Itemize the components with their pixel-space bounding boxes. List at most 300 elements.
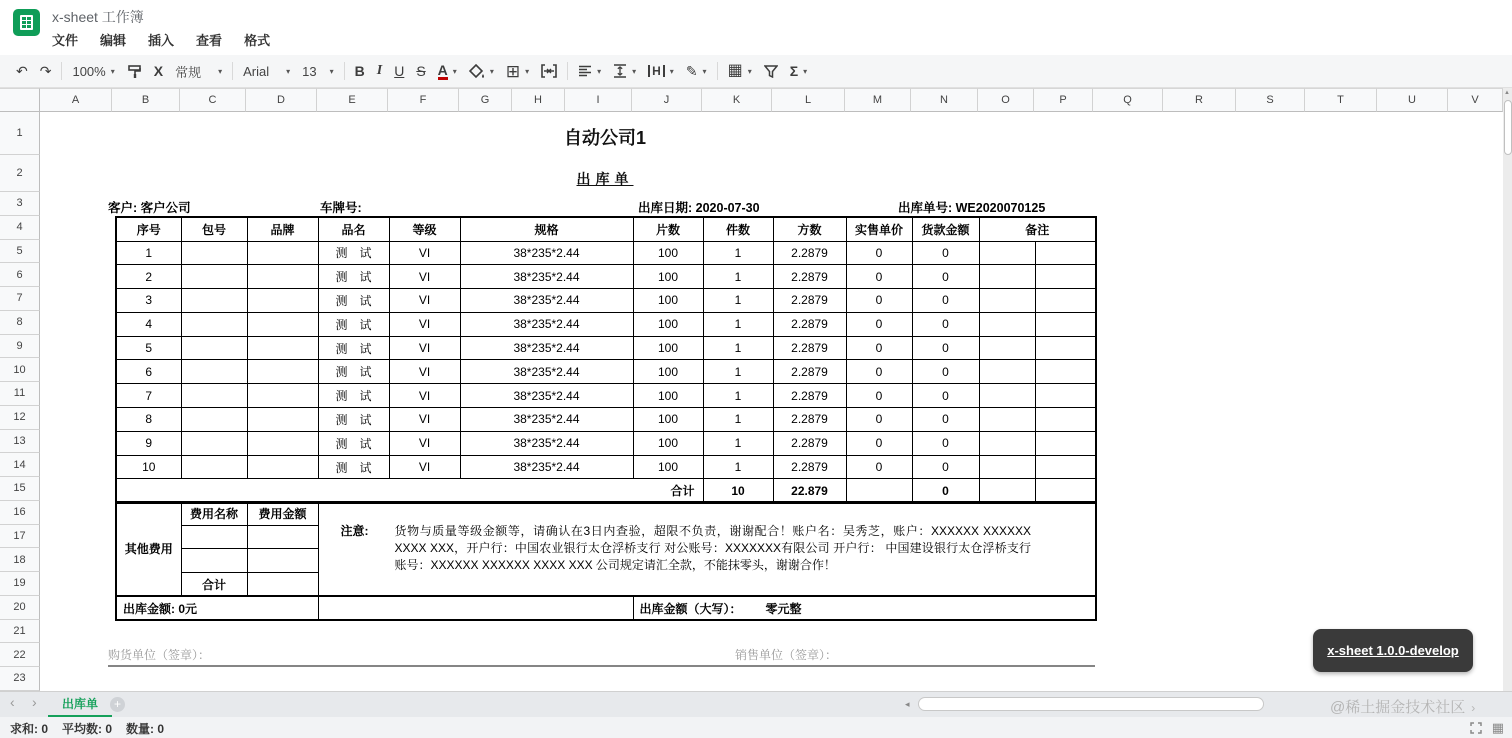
table-cell[interactable]: 5 <box>116 336 181 360</box>
table-cell[interactable]: 2.2879 <box>773 408 846 432</box>
table-cell[interactable]: 0 <box>912 408 979 432</box>
column-header-M[interactable]: M <box>845 88 911 112</box>
table-cell[interactable] <box>979 289 1035 313</box>
font-size-select[interactable]: 13 ▾ <box>302 63 334 79</box>
table-cell[interactable]: 0 <box>912 384 979 408</box>
table-cell[interactable]: 100 <box>633 384 703 408</box>
row-header-20[interactable]: 20 <box>0 596 40 620</box>
row-header-23[interactable]: 23 <box>0 667 40 691</box>
table-cell[interactable]: 测 试 <box>318 289 389 313</box>
table-cell[interactable] <box>247 336 318 360</box>
notice-text: 货物与质量等级金额等，请确认在3日内查验，超限不负责，谢谢配合！账户名：吴秀芝，账户：XXXXXX XXXXXX XXXX XXX，开户行：中国农业银行太仓浮桥支行 对公账号：XXXXXXX有限公司 开户行： 中国建设银行太仓浮桥支行 账号：XXXXXX XXXXXX XXXX XXX 公司规定请汇全款，不能抹零头，谢谢合作！ <box>394 524 1032 573</box>
table-cell[interactable]: 测 试 <box>318 455 389 479</box>
undo-icon: ↶ <box>16 63 28 79</box>
table-cell[interactable] <box>1035 289 1096 313</box>
column-header-B[interactable]: B <box>112 88 180 112</box>
table-cell[interactable]: 100 <box>633 289 703 313</box>
table-cell[interactable]: 38*235*2.44 <box>460 431 633 455</box>
table-cell[interactable] <box>181 312 247 336</box>
row-header-2[interactable]: 2 <box>0 155 40 192</box>
row-header-13[interactable]: 13 <box>0 430 40 454</box>
clear-format-icon: X <box>153 63 164 79</box>
other-fees-label-cell[interactable]: 其他费用 <box>116 502 181 597</box>
table-cell[interactable] <box>247 265 318 289</box>
count-stat: 数量: 0 <box>126 722 165 736</box>
total-count-cell[interactable]: 10 <box>703 479 773 503</box>
table-cell[interactable]: 10 <box>116 455 181 479</box>
table-cell[interactable]: 8 <box>116 408 181 432</box>
app-header <box>0 0 1512 55</box>
table-cell[interactable]: 0 <box>846 408 912 432</box>
table-cell[interactable] <box>1035 265 1096 289</box>
table-cell[interactable]: 测 试 <box>318 312 389 336</box>
row-header-17[interactable]: 17 <box>0 525 40 549</box>
vertical-scrollbar[interactable] <box>1503 88 1512 691</box>
table-cell[interactable]: 38*235*2.44 <box>460 408 633 432</box>
borders-button[interactable] <box>500 60 535 83</box>
row-header-21[interactable]: 21 <box>0 620 40 644</box>
scroll-left-icon[interactable]: ◂ <box>905 699 910 709</box>
merge-cells-button[interactable] <box>535 61 563 81</box>
sum-stat: 求和: 0 <box>10 722 49 736</box>
table-cell[interactable]: 1 <box>703 241 773 265</box>
redo-button[interactable] <box>34 61 58 81</box>
align-vertical-button[interactable] <box>607 61 642 81</box>
chevron-down-icon: ▾ <box>702 66 707 76</box>
chevron-down-icon: ▾ <box>597 66 602 76</box>
table-cell[interactable]: 38*235*2.44 <box>460 455 633 479</box>
table-cell[interactable] <box>1035 408 1096 432</box>
table-row <box>116 265 1096 289</box>
amount-row <box>116 596 1096 620</box>
vertical-scrollbar-thumb[interactable] <box>1504 100 1512 155</box>
row-header-4[interactable]: 4 <box>0 216 40 240</box>
row-header-6[interactable]: 6 <box>0 263 40 287</box>
table-column-header[interactable]: 备注 <box>979 217 1096 241</box>
column-header-Q[interactable]: Q <box>1093 88 1163 112</box>
table-cell[interactable]: 100 <box>633 241 703 265</box>
table-cell[interactable]: 0 <box>846 431 912 455</box>
row-header-14[interactable]: 14 <box>0 453 40 477</box>
table-column-header[interactable]: 品牌 <box>247 217 318 241</box>
table-cell[interactable]: 0 <box>846 312 912 336</box>
row-header-8[interactable]: 8 <box>0 311 40 335</box>
table-cell[interactable] <box>979 479 1035 503</box>
grid-toggle-icon[interactable]: ▦ <box>1491 720 1504 735</box>
table-cell[interactable]: VI <box>389 384 460 408</box>
table-cell[interactable] <box>1035 431 1096 455</box>
row-header-16[interactable]: 16 <box>0 501 40 525</box>
strikethrough-icon: S <box>416 63 426 79</box>
column-header-J[interactable]: J <box>632 88 702 112</box>
table-row <box>116 289 1096 313</box>
table-column-header[interactable]: 实售单价 <box>846 217 912 241</box>
table-cell[interactable]: 6 <box>116 360 181 384</box>
table-cell[interactable] <box>181 455 247 479</box>
table-cell[interactable]: 100 <box>633 408 703 432</box>
row-header-18[interactable]: 18 <box>0 548 40 572</box>
table-cell[interactable]: 9 <box>116 431 181 455</box>
table-cell[interactable] <box>979 455 1035 479</box>
table-cell[interactable] <box>318 596 633 620</box>
table-cell[interactable] <box>979 241 1035 265</box>
table-cell[interactable]: 2.2879 <box>773 312 846 336</box>
table-cell[interactable]: VI <box>389 312 460 336</box>
table-cell[interactable]: 0 <box>846 241 912 265</box>
app-logo-icon <box>13 9 40 36</box>
table-cell[interactable] <box>181 431 247 455</box>
fill-color-button[interactable] <box>463 61 500 82</box>
row-header-12[interactable]: 12 <box>0 406 40 430</box>
table-cell[interactable]: 1 <box>703 431 773 455</box>
menu-insert[interactable]: 插入 <box>148 33 175 48</box>
total-price-cell[interactable] <box>846 479 912 503</box>
toolbar-divider <box>232 62 233 80</box>
table-cell[interactable] <box>181 525 247 549</box>
menubar <box>52 30 270 49</box>
chevron-down-icon: ▾ <box>110 66 115 76</box>
row-header-22[interactable]: 22 <box>0 643 40 667</box>
number-format-select[interactable]: 常规 ▾ <box>175 64 223 80</box>
borders-icon: ⊞ <box>505 61 521 81</box>
table-cell[interactable] <box>1035 455 1096 479</box>
table-cell[interactable]: 1 <box>703 408 773 432</box>
row-header-11[interactable]: 11 <box>0 382 40 406</box>
column-header-L[interactable]: L <box>772 88 845 112</box>
table-cell[interactable]: 测 试 <box>318 241 389 265</box>
column-header-P[interactable]: P <box>1034 88 1093 112</box>
font-family-select[interactable]: Arial ▾ <box>243 63 291 79</box>
strikethrough-button[interactable] <box>410 61 431 81</box>
workbook-title[interactable]: x-sheet 工作簿 <box>52 9 144 25</box>
next-sheet-button[interactable]: › <box>32 694 37 710</box>
doc-title-cell[interactable]: 出库单 <box>576 171 634 187</box>
horizontal-scrollbar[interactable] <box>918 697 1264 711</box>
sheet-canvas[interactable] <box>40 112 1503 691</box>
table-cell[interactable] <box>181 384 247 408</box>
table-cell[interactable]: 38*235*2.44 <box>460 336 633 360</box>
notice-cell[interactable] <box>318 502 1096 597</box>
row-header-7[interactable]: 7 <box>0 287 40 311</box>
chevron-down-icon: ▾ <box>669 66 674 76</box>
table-cell[interactable]: 0 <box>912 312 979 336</box>
table-cell[interactable]: VI <box>389 431 460 455</box>
table-cell[interactable]: 0 <box>846 384 912 408</box>
underline-icon: U <box>394 63 405 79</box>
column-header-E[interactable]: E <box>317 88 388 112</box>
table-cell[interactable]: 1 <box>703 289 773 313</box>
table-row <box>116 360 1096 384</box>
table-cell[interactable]: 4 <box>116 312 181 336</box>
table-cell[interactable]: VI <box>389 360 460 384</box>
table-cell[interactable] <box>247 289 318 313</box>
table-cell[interactable]: 38*235*2.44 <box>460 289 633 313</box>
table-column-header[interactable]: 规格 <box>460 217 633 241</box>
table-cell[interactable]: 1 <box>116 241 181 265</box>
table-cell[interactable] <box>181 336 247 360</box>
row-headers <box>0 112 40 691</box>
menu-view[interactable]: 查看 <box>196 33 223 48</box>
table-cell[interactable]: 1 <box>703 455 773 479</box>
table-cell[interactable]: 2 <box>116 265 181 289</box>
column-header-N[interactable]: N <box>911 88 978 112</box>
table-cell[interactable] <box>247 384 318 408</box>
column-header-D[interactable]: D <box>246 88 317 112</box>
align-left-icon <box>578 65 592 77</box>
fullscreen-icon[interactable] <box>1470 722 1482 734</box>
column-header-H[interactable]: H <box>512 88 565 112</box>
table-cell[interactable] <box>181 289 247 313</box>
table-cell[interactable] <box>979 384 1035 408</box>
table-cell[interactable] <box>247 408 318 432</box>
table-cell[interactable]: 2.2879 <box>773 455 846 479</box>
table-cell[interactable]: 100 <box>633 336 703 360</box>
version-button[interactable]: x-sheet 1.0.0-develop <box>1313 629 1473 672</box>
column-header-F[interactable]: F <box>388 88 459 112</box>
toolbar-divider <box>567 62 568 80</box>
text-color-icon: A <box>437 61 448 78</box>
table-cell[interactable]: 1 <box>703 265 773 289</box>
row-header-9[interactable]: 9 <box>0 335 40 359</box>
table-cell[interactable]: 0 <box>912 455 979 479</box>
sheet-tab-active[interactable]: 出库单 <box>48 692 112 717</box>
table-cell[interactable]: 1 <box>703 312 773 336</box>
menu-edit[interactable]: 编辑 <box>100 33 127 48</box>
table-cell[interactable] <box>247 241 318 265</box>
table-cell[interactable]: 7 <box>116 384 181 408</box>
fees-total-label-cell[interactable]: 合计 <box>181 573 247 597</box>
chevron-down-icon: ▾ <box>489 66 494 76</box>
table-cell[interactable]: 1 <box>703 360 773 384</box>
toolbar <box>0 55 1512 88</box>
table-cell[interactable] <box>181 549 247 573</box>
table-column-header[interactable]: 等级 <box>389 217 460 241</box>
table-cell[interactable]: 0 <box>846 336 912 360</box>
buyer-signature-cell[interactable]: 购货单位（签章）： <box>108 648 211 662</box>
total-volume-cell[interactable]: 22.879 <box>773 479 846 503</box>
table-cell[interactable]: 3 <box>116 289 181 313</box>
row-header-10[interactable]: 10 <box>0 358 40 382</box>
bold-button[interactable] <box>349 61 371 81</box>
table-cell[interactable] <box>247 455 318 479</box>
table-column-header[interactable]: 件数 <box>703 217 773 241</box>
customer-cell[interactable]: 客户: 客户公司 <box>108 201 191 215</box>
table-cell[interactable]: 测 试 <box>318 360 389 384</box>
table-cell[interactable]: 0 <box>912 360 979 384</box>
table-cell[interactable]: 100 <box>633 312 703 336</box>
column-header-K[interactable]: K <box>702 88 772 112</box>
table-cell[interactable] <box>979 360 1035 384</box>
table-cell[interactable]: 2.2879 <box>773 360 846 384</box>
table-cell[interactable]: 0 <box>912 431 979 455</box>
table-cell[interactable]: VI <box>389 455 460 479</box>
table-button[interactable] <box>722 60 758 82</box>
fee-name-header-cell[interactable]: 费用名称 <box>181 502 247 526</box>
table-cell[interactable]: 100 <box>633 265 703 289</box>
paint-format-button[interactable] <box>121 61 148 82</box>
table-cell[interactable]: 38*235*2.44 <box>460 312 633 336</box>
table-cell[interactable] <box>979 312 1035 336</box>
table-cell[interactable]: 测 试 <box>318 265 389 289</box>
column-header-U[interactable]: U <box>1377 88 1448 112</box>
chevron-down-icon: ▾ <box>286 66 291 76</box>
table-cell[interactable]: 0 <box>912 289 979 313</box>
table-cell[interactable] <box>979 408 1035 432</box>
chevron-down-icon: ▾ <box>525 66 530 76</box>
row-header-19[interactable]: 19 <box>0 572 40 596</box>
table-cell[interactable]: 测 试 <box>318 431 389 455</box>
plate-number-cell[interactable]: 车牌号: <box>320 201 362 215</box>
table-cell[interactable] <box>247 431 318 455</box>
table-cell[interactable]: VI <box>389 408 460 432</box>
outbound-date-cell[interactable]: 出库日期: 2020-07-30 <box>638 201 760 215</box>
table-cell[interactable]: 2.2879 <box>773 289 846 313</box>
menu-format[interactable]: 格式 <box>244 33 271 48</box>
column-header-I[interactable]: I <box>565 88 632 112</box>
filter-button[interactable] <box>758 62 784 81</box>
table-cell[interactable]: 1 <box>703 384 773 408</box>
column-header-C[interactable]: C <box>180 88 246 112</box>
table-cell[interactable] <box>1035 479 1096 503</box>
table-cell[interactable]: 100 <box>633 360 703 384</box>
table-cell[interactable] <box>1035 360 1096 384</box>
table-cell[interactable] <box>247 360 318 384</box>
row-header-15[interactable]: 15 <box>0 477 40 501</box>
table-cell[interactable] <box>979 431 1035 455</box>
add-sheet-button[interactable]: + <box>110 697 125 712</box>
table-column-header[interactable]: 序号 <box>116 217 181 241</box>
fees-and-notice-table <box>115 501 1097 621</box>
table-column-header[interactable]: 包号 <box>181 217 247 241</box>
table-column-header[interactable]: 品名 <box>318 217 389 241</box>
outbound-amount-cell[interactable]: 出库金额: 0元 <box>116 596 318 620</box>
table-cell[interactable]: 2.2879 <box>773 384 846 408</box>
table-cell[interactable]: 2.2879 <box>773 241 846 265</box>
table-cell[interactable]: VI <box>389 289 460 313</box>
row-header-5[interactable]: 5 <box>0 240 40 264</box>
table-cell[interactable] <box>247 549 318 573</box>
seller-signature-cell[interactable]: 销售单位（签章）： <box>735 648 838 662</box>
table-cell[interactable] <box>1035 241 1096 265</box>
table-cell[interactable]: VI <box>389 241 460 265</box>
table-cell[interactable] <box>247 312 318 336</box>
chevron-down-icon: ▾ <box>803 66 808 76</box>
column-header-A[interactable]: A <box>40 88 112 112</box>
column-header-G[interactable]: G <box>459 88 512 112</box>
table-cell[interactable]: 0 <box>912 336 979 360</box>
clear-format-button[interactable] <box>148 61 169 81</box>
select-all-corner[interactable] <box>0 88 40 112</box>
column-header-V[interactable]: V <box>1448 88 1503 112</box>
table-cell[interactable]: 38*235*2.44 <box>460 360 633 384</box>
pen-icon: ✎ <box>685 63 698 79</box>
bold-icon: B <box>354 63 365 79</box>
text-wrap-button[interactable] <box>642 62 680 80</box>
redo-icon: ↷ <box>39 63 52 79</box>
table-cell[interactable]: 0 <box>912 265 979 289</box>
table-cell[interactable]: 0 <box>846 265 912 289</box>
column-header-S[interactable]: S <box>1236 88 1305 112</box>
table-cell[interactable]: 100 <box>633 455 703 479</box>
table-cell[interactable]: 38*235*2.44 <box>460 241 633 265</box>
row-header-3[interactable]: 3 <box>0 192 40 216</box>
table-cell[interactable]: VI <box>389 265 460 289</box>
table-column-header[interactable]: 货款金额 <box>912 217 979 241</box>
table-cell[interactable]: 100 <box>633 431 703 455</box>
underline-button[interactable] <box>388 61 410 81</box>
fee-amount-header-cell[interactable]: 费用金额 <box>247 502 318 526</box>
column-header-O[interactable]: O <box>978 88 1034 112</box>
table-cell[interactable]: 0 <box>846 360 912 384</box>
table-cell[interactable]: 38*235*2.44 <box>460 384 633 408</box>
notice-label: 注意: <box>340 524 369 539</box>
table-cell[interactable]: 2.2879 <box>773 265 846 289</box>
table-cell[interactable] <box>247 573 318 597</box>
table-cell[interactable] <box>181 241 247 265</box>
outbound-number-cell[interactable]: 出库单号: WE2020070125 <box>898 201 1046 215</box>
row-header-1[interactable]: 1 <box>0 112 40 155</box>
table-cell[interactable] <box>1035 312 1096 336</box>
table-cell[interactable] <box>1035 384 1096 408</box>
text-color-button[interactable] <box>432 60 463 83</box>
table-cell[interactable] <box>247 525 318 549</box>
table-cell[interactable]: 0 <box>912 241 979 265</box>
table-cell[interactable] <box>979 265 1035 289</box>
amount-in-words-cell[interactable]: 出库金额（大写）： 零元整 <box>633 596 1096 620</box>
table-column-header[interactable]: 方数 <box>773 217 846 241</box>
table-cell[interactable]: 0 <box>846 289 912 313</box>
undo-button[interactable] <box>10 61 34 81</box>
table-column-header[interactable]: 片数 <box>633 217 703 241</box>
toolbar-divider <box>717 62 718 80</box>
zoom-select[interactable]: 100% ▾ <box>72 63 115 79</box>
autosum-button[interactable] <box>784 61 813 81</box>
column-header-R[interactable]: R <box>1163 88 1236 112</box>
column-header-T[interactable]: T <box>1305 88 1377 112</box>
table-total-row <box>116 479 1096 503</box>
watermark-arrow-icon: › <box>1471 701 1476 715</box>
table-icon: ▦ <box>727 62 743 79</box>
prev-sheet-button[interactable]: ‹ <box>10 694 15 710</box>
table-cell[interactable] <box>1035 336 1096 360</box>
freeze-button[interactable] <box>680 61 713 81</box>
table-cell[interactable]: 测 试 <box>318 384 389 408</box>
align-horizontal-button[interactable] <box>572 62 607 80</box>
table-cell[interactable]: 2.2879 <box>773 336 846 360</box>
merge-cells-icon <box>541 64 557 78</box>
italic-button[interactable] <box>371 61 388 81</box>
total-amount-cell[interactable]: 0 <box>912 479 979 503</box>
table-cell[interactable]: 2.2879 <box>773 431 846 455</box>
table-cell[interactable]: 测 试 <box>318 336 389 360</box>
scroll-up-icon[interactable]: ▲ <box>1504 90 1510 96</box>
table-cell[interactable]: 1 <box>703 336 773 360</box>
table-cell[interactable]: 38*235*2.44 <box>460 265 633 289</box>
company-title-cell[interactable]: 自动公司1 <box>563 128 646 148</box>
table-cell[interactable]: 0 <box>846 455 912 479</box>
table-row <box>116 312 1096 336</box>
table-row <box>116 455 1096 479</box>
table-cell[interactable] <box>181 408 247 432</box>
table-cell[interactable] <box>979 336 1035 360</box>
menu-file[interactable]: 文件 <box>52 33 79 48</box>
chevron-down-icon: ▾ <box>452 66 457 76</box>
table-cell[interactable] <box>181 360 247 384</box>
table-cell[interactable]: 测 试 <box>318 408 389 432</box>
table-cell[interactable] <box>181 265 247 289</box>
table-cell[interactable]: VI <box>389 336 460 360</box>
total-label-cell[interactable]: 合计 <box>116 479 703 503</box>
